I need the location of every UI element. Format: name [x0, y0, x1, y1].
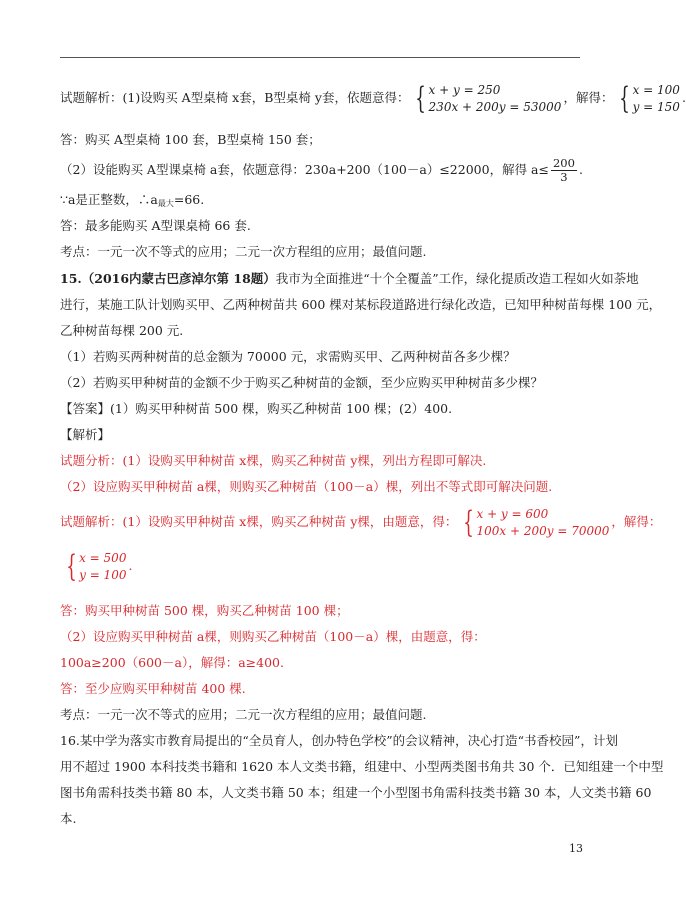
equation-system: { x + y = 250 230x + 200y = 53000 — [415, 80, 562, 116]
answer-line: 答：购买 A型桌椅 100 套，B型桌椅 150 套； — [60, 132, 321, 147]
analysis-tag: 【解析】 — [60, 427, 111, 442]
question-16-line-2: 用不超过 1900 本科技类书籍和 1620 本人文类书籍，组建中、小型两类图书角共 30 个．已知组建一个中型 — [60, 759, 664, 774]
analysis-line-1: 试题分析：(1）设购买甲种树苗 x棵，购买乙种树苗 y棵，列出方程即可解决. — [60, 453, 487, 468]
text: ，解得： — [611, 514, 662, 529]
question-15-line-3: 乙种树苗每棵 200 元. — [60, 323, 184, 338]
text: ，解得： — [563, 90, 614, 105]
question-15-part-2: （2）若购买甲种树苗的金额不少于购买乙种树苗的金额，至少应购买甲种树苗多少棵？ — [60, 375, 543, 390]
knowledge-point: 考点：一元一次不等式的应用；二元一次方程组的应用；最值问题. — [60, 244, 427, 259]
denominator: 3 — [560, 170, 568, 184]
solution-line-6: （2）设应购买甲种树苗 a棵，则购买乙种树苗（100－a）棵，由题意，得： — [60, 629, 486, 644]
subscript: 最大 — [157, 199, 174, 208]
question-15-line-2: 进行，某施工队计划购买甲、乙两种树苗共 600 棵对某标段道路进行绿化改造，已知甲种树苗每棵 100 元， — [60, 297, 662, 312]
equation: x + y = 600 — [476, 506, 549, 521]
header-rule — [60, 57, 580, 58]
text: 试题解析：(1)设购买 A型桌椅 x套，B型桌椅 y套，依题意得： — [60, 90, 410, 105]
solution-line-1 — [60, 78, 686, 118]
answer-tag: 【答案】(1）购买甲种树苗 500 棵，购买乙种树苗 100 棵；(2）400. — [60, 401, 453, 416]
solution-line-5 — [60, 546, 590, 586]
question-16-line-1: 16.某中学为落实市教育局提出的“全员育人，创办特色学校”的会议精神，决心打造“书香校园”，计划 — [60, 733, 618, 748]
solution-line-2 — [60, 155, 590, 185]
text: 试题解析：(1）设购买甲种树苗 x棵，购买乙种树苗 y棵，由题意，得： — [60, 514, 458, 529]
solution-line-4 — [60, 502, 662, 542]
fraction — [551, 157, 577, 184]
answer-line: 答：最多能购买 A型课桌椅 66 套. — [60, 218, 251, 233]
analysis-line-2: （2）设应购买甲种树苗 a棵，则购买乙种树苗（100－a）棵，列出不等式即可解决问题. — [60, 479, 553, 494]
question-source: 15.（2016内蒙古巴彦淖尔第 18题） — [60, 271, 276, 286]
solution-line-3 — [60, 191, 590, 213]
equation: y = 100 — [79, 567, 127, 582]
equation: 230x + 200y = 53000 — [428, 99, 562, 114]
answer-line: 答：至少应购买甲种树苗 400 棵. — [60, 681, 246, 696]
text: . — [681, 90, 686, 105]
equation: x = 100 — [632, 82, 680, 97]
equation: y = 150 — [632, 99, 680, 114]
text: =66. — [173, 192, 205, 207]
question-16-line-3: 图书角需科技类书籍 80 本，人文类书籍 50 本；组建一个小型图书角需科技类书籍 30 本，人文类书籍 60 — [60, 785, 652, 800]
knowledge-point: 考点：一元一次不等式的应用；二元一次方程组的应用；最值问题. — [60, 707, 427, 722]
equation: 100x + 200y = 70000 — [476, 523, 610, 538]
text: （2）设能购买 A型课桌椅 a套，依题意得：230a+200（100－a）≤22000，解得 a≤ — [60, 162, 549, 177]
question-15-part-1: （1）若购买两种树苗的总金额为 70000 元，求需购买甲、乙两种树苗各多少棵？ — [60, 349, 516, 364]
text: . — [128, 558, 133, 573]
text: . — [578, 162, 583, 177]
equation-system: { x + y = 600 100x + 200y = 70000 — [463, 504, 610, 540]
equation: x = 500 — [79, 550, 127, 565]
solution-line-7: 100a≥200（600－a），解得：a≥400. — [60, 655, 284, 670]
text: ∵a是正整数，∴a — [60, 192, 158, 207]
equation: x + y = 250 — [428, 82, 501, 97]
solution-system: { x = 100 y = 150 — [619, 80, 680, 116]
question-16-line-4: 本. — [60, 811, 77, 826]
question-15-line-1 — [60, 270, 639, 288]
numerator: 200 — [552, 156, 575, 170]
text: 我市为全面推进“十个全覆盖”工作，绿化提质改造工程如火如荼地 — [275, 271, 639, 286]
solution-system: { x = 500 y = 100 — [66, 548, 127, 584]
page-number: 13 — [569, 842, 583, 855]
answer-line: 答：购买甲种树苗 500 棵，购买乙种树苗 100 棵； — [60, 603, 349, 618]
